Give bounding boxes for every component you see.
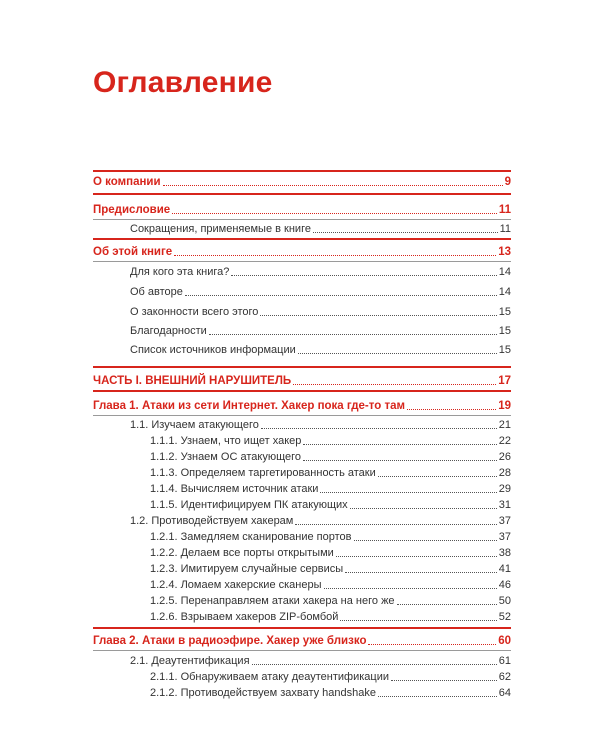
toc-entry-title: Глава 1. Атаки из сети Интернет. Хакер пока где-то там <box>93 400 405 412</box>
toc-entry-title: 1.1.5. Идентифицируем ПК атакующих <box>150 499 348 511</box>
dot-leader <box>303 460 497 461</box>
toc-entry-page: 15 <box>498 325 511 337</box>
dot-leader <box>260 315 496 316</box>
toc-entry-1-2-1[interactable] <box>150 528 511 544</box>
dot-leader <box>313 232 498 233</box>
sub-rule <box>93 650 511 651</box>
toc-entry-page: 22 <box>498 435 511 447</box>
dot-leader <box>295 524 496 525</box>
section-rule <box>93 193 511 195</box>
toc-entry-page: 41 <box>498 563 511 575</box>
toc-entry-o-zakonnosti[interactable] <box>130 303 511 319</box>
dot-leader <box>231 275 496 276</box>
toc-entry-title: О компании <box>93 176 161 188</box>
toc-entry-glava-1[interactable] <box>93 397 511 413</box>
dot-leader <box>293 384 496 385</box>
toc-entry-title: ЧАСТЬ I. ВНЕШНИЙ НАРУШИТЕЛЬ <box>93 375 292 387</box>
toc-entry-1-1-4[interactable] <box>150 480 511 496</box>
toc-entry-title: Глава 2. Атаки в радиоэфире. Хакер уже близко <box>93 635 367 647</box>
toc-entry-chast-1[interactable] <box>93 372 511 388</box>
toc-entry-predislovie[interactable] <box>93 201 511 217</box>
toc-entry-1-1-3[interactable] <box>150 464 511 480</box>
toc-entry-page: 64 <box>498 687 511 699</box>
toc-entry-1-2-5[interactable] <box>150 592 511 608</box>
toc-entry-dlya-kogo[interactable] <box>130 263 511 279</box>
toc-entry-page: 15 <box>498 344 511 356</box>
toc-entry-title: О законности всего этого <box>130 306 259 318</box>
toc-entry-title: 1.1.4. Вычисляем источник атаки <box>150 483 319 495</box>
dot-leader <box>174 255 496 256</box>
dot-leader <box>163 185 503 186</box>
toc-entry-title: 1.2.2. Делаем все порты открытыми <box>150 547 334 559</box>
dot-leader <box>345 572 497 573</box>
section-rule <box>93 366 511 368</box>
toc-entry-page: 60 <box>498 635 511 647</box>
toc-entry-page: 37 <box>498 515 511 527</box>
toc-entry-page: 26 <box>498 451 511 463</box>
toc-entry-title: 2.1.1. Обнаруживаем атаку деаутентификации <box>150 671 389 683</box>
toc-entry-ob-avtore[interactable] <box>130 283 511 299</box>
toc-entry-1-2-3[interactable] <box>150 560 511 576</box>
toc-entry-title: 2.1. Деаутентификация <box>130 655 250 667</box>
toc-entry-title: 1.2. Противодействуем хакерам <box>130 515 294 527</box>
dot-leader <box>252 664 497 665</box>
toc-entry-1-2-2[interactable] <box>150 544 511 560</box>
toc-entry-page: 37 <box>498 531 511 543</box>
dot-leader <box>303 444 496 445</box>
toc-entry-page: 62 <box>498 671 511 683</box>
section-rule <box>93 238 511 240</box>
page-title: Оглавление <box>93 66 273 99</box>
toc-entry-title: 1.1. Изучаем атакующего <box>130 419 259 431</box>
toc-entry-ob-etoy-knige[interactable] <box>93 243 511 259</box>
section-rule <box>93 390 511 392</box>
toc-entry-page: 46 <box>498 579 511 591</box>
sub-rule <box>93 261 511 262</box>
toc-entry-title: Сокращения, применяемые в книге <box>130 223 311 235</box>
toc-entry-page: 38 <box>498 547 511 559</box>
toc-entry-page: 17 <box>498 375 511 387</box>
toc-entry-title: 1.1.3. Определяем таргетированность атаки <box>150 467 376 479</box>
toc-entry-title: Об авторе <box>130 286 183 298</box>
toc-entry-page: 15 <box>498 306 511 318</box>
toc-entry-2-1-1[interactable] <box>150 668 511 684</box>
dot-leader <box>185 295 497 296</box>
toc-entry-page: 11 <box>498 204 511 216</box>
toc-entry-title: Для кого эта книга? <box>130 266 230 278</box>
dot-leader <box>324 588 497 589</box>
dot-leader <box>391 680 497 681</box>
toc-entry-1-1-1[interactable] <box>150 432 511 448</box>
toc-entry-title: 2.1.2. Противодействуем захвату handshake <box>150 687 376 699</box>
toc-entry-blagodarnosti[interactable] <box>130 322 511 338</box>
toc-entry-title: 1.1.1. Узнаем, что ищет хакер <box>150 435 302 447</box>
dot-leader <box>172 213 497 214</box>
dot-leader <box>336 556 497 557</box>
toc-entry-page: 14 <box>498 286 511 298</box>
toc-entry-page: 14 <box>498 266 511 278</box>
dot-leader <box>368 644 496 645</box>
toc-entry-o-kompanii[interactable] <box>93 173 511 189</box>
toc-entry-page: 50 <box>498 595 511 607</box>
toc-entry-page: 11 <box>499 223 511 235</box>
toc-entry-sokrashcheniya[interactable] <box>130 220 511 236</box>
toc-entry-2-1-2[interactable] <box>150 684 511 700</box>
toc-entry-page: 31 <box>498 499 511 511</box>
toc-entry-1-1-2[interactable] <box>150 448 511 464</box>
dot-leader <box>378 696 497 697</box>
dot-leader <box>378 476 497 477</box>
dot-leader <box>261 428 497 429</box>
toc-entry-page: 28 <box>498 467 511 479</box>
toc-entry-page: 9 <box>504 176 511 188</box>
toc-entry-title: 1.2.4. Ломаем хакерские сканеры <box>150 579 322 591</box>
toc-entry-1-1-5[interactable] <box>150 496 511 512</box>
toc-entry-glava-2[interactable] <box>93 632 511 648</box>
toc-entry-title: 1.2.5. Перенаправляем атаки хакера на него же <box>150 595 395 607</box>
toc-entry-title: 1.2.6. Взрываем хакеров ZIP-бомбой <box>150 611 339 623</box>
toc-entry-title: Список источников информации <box>130 344 296 356</box>
toc-entry-title: Благодарности <box>130 325 207 337</box>
toc-entry-title: 1.2.1. Замедляем сканирование портов <box>150 531 352 543</box>
dot-leader <box>340 620 496 621</box>
section-rule <box>93 627 511 629</box>
dot-leader <box>209 334 497 335</box>
toc-entry-title: 1.2.3. Имитируем случайные сервисы <box>150 563 344 575</box>
toc-entry-title: Об этой книге <box>93 246 173 258</box>
toc-entry-spisok-istochnikov[interactable] <box>130 341 511 357</box>
section-rule <box>93 170 511 172</box>
toc-entry-page: 61 <box>498 655 511 667</box>
dot-leader <box>320 492 496 493</box>
toc-entry-1-1[interactable] <box>130 416 511 432</box>
dot-leader <box>354 540 497 541</box>
toc-entry-page: 52 <box>498 611 511 623</box>
toc-entry-2-1[interactable] <box>130 652 511 668</box>
dot-leader <box>298 353 497 354</box>
toc-entry-title: Предисловие <box>93 204 171 216</box>
dot-leader <box>350 508 497 509</box>
toc-entry-page: 29 <box>498 483 511 495</box>
dot-leader <box>397 604 497 605</box>
toc-entry-1-2-4[interactable] <box>150 576 511 592</box>
toc-entry-1-2[interactable] <box>130 512 511 528</box>
toc-entry-page: 21 <box>498 419 511 431</box>
dot-leader <box>407 409 496 410</box>
toc-entry-page: 13 <box>498 246 511 258</box>
toc-entry-1-2-6[interactable] <box>150 608 511 624</box>
toc-entry-page: 19 <box>498 400 511 412</box>
toc-entry-title: 1.1.2. Узнаем ОС атакующего <box>150 451 302 463</box>
